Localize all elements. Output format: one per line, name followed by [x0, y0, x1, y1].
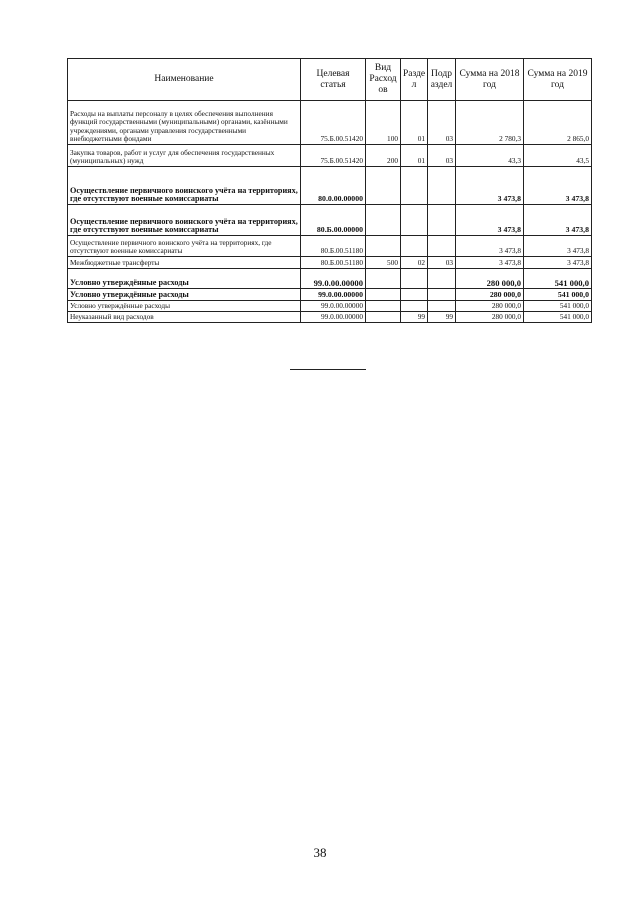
row-sum-2018: 43,3 [456, 145, 524, 167]
table-row [68, 236, 592, 257]
row-sum-2018: 3 473,8 [456, 167, 524, 205]
row-name: Условно утверждённые расходы [68, 301, 301, 312]
row-section [401, 205, 428, 236]
header-sum-2018: Сумма на 2018 год [456, 59, 524, 101]
table-row [68, 289, 592, 301]
row-sum-2018: 2 780,3 [456, 101, 524, 145]
row-sum-2018: 280 000,0 [456, 312, 524, 323]
row-name: Условно утверждённые расходы [68, 289, 301, 301]
row-code: 80.0.00.00000 [301, 167, 366, 205]
row-name: Межбюджетные трансферты [68, 257, 301, 269]
row-kind [366, 269, 401, 289]
table-row [68, 312, 592, 323]
row-sum-2018: 280 000,0 [456, 289, 524, 301]
row-sum-2018: 280 000,0 [456, 269, 524, 289]
row-sum-2018: 3 473,8 [456, 257, 524, 269]
row-kind [366, 167, 401, 205]
row-code: 99.0.00.00000 [301, 269, 366, 289]
row-name: Осуществление первичного воинского учёта на территориях, где отсутствуют военные комиссариаты [68, 236, 301, 257]
header-sum-2019: Сумма на 2019 год [524, 59, 592, 101]
row-kind [366, 312, 401, 323]
header-target-article: Целевая статья [301, 59, 366, 101]
table-row [68, 101, 592, 145]
row-subsection: 03 [428, 145, 456, 167]
row-section [401, 289, 428, 301]
row-subsection [428, 289, 456, 301]
row-name: Неуказанный вид расходов [68, 312, 301, 323]
row-subsection [428, 269, 456, 289]
table-row [68, 167, 592, 205]
row-sum-2019: 43,5 [524, 145, 592, 167]
row-sum-2019: 3 473,8 [524, 205, 592, 236]
row-code: 80.Б.00.51180 [301, 236, 366, 257]
row-code: 99.0.00.00000 [301, 289, 366, 301]
header-section: Разде л [401, 59, 428, 101]
row-code: 80.Б.00.51180 [301, 257, 366, 269]
row-name: Условно утверждённые расходы [68, 269, 301, 289]
header-subsection: Подр аздел [428, 59, 456, 101]
row-code: 99.0.00.00000 [301, 312, 366, 323]
row-sum-2019: 541 000,0 [524, 289, 592, 301]
row-subsection: 03 [428, 101, 456, 145]
row-sum-2019: 3 473,8 [524, 257, 592, 269]
table-row [68, 145, 592, 167]
table-row [68, 257, 592, 269]
page-number: 38 [313, 845, 327, 860]
header-name: Наименование [68, 59, 301, 101]
row-section: 02 [401, 257, 428, 269]
row-name: Осуществление первичного воинского учёта на территориях, где отсутствуют военные комиссариаты [68, 205, 301, 236]
row-sum-2019: 541 000,0 [524, 269, 592, 289]
row-subsection: 03 [428, 257, 456, 269]
row-code: 75.Б.00.51420 [301, 145, 366, 167]
row-kind [366, 301, 401, 312]
row-name: Осуществление первичного воинского учёта на территориях, где отсутствуют военные комиссариаты [68, 167, 301, 205]
row-sum-2019: 3 473,8 [524, 236, 592, 257]
row-section [401, 301, 428, 312]
row-sum-2019: 2 865,0 [524, 101, 592, 145]
row-sum-2019: 3 473,8 [524, 167, 592, 205]
row-subsection [428, 301, 456, 312]
row-kind: 200 [366, 145, 401, 167]
row-section: 99 [401, 312, 428, 323]
row-code: 80.Б.00.00000 [301, 205, 366, 236]
header-expense-kind: Вид Расход ов [366, 59, 401, 101]
row-sum-2019: 541 000,0 [524, 312, 592, 323]
row-kind [366, 289, 401, 301]
row-sum-2018: 3 473,8 [456, 236, 524, 257]
row-subsection [428, 167, 456, 205]
row-name: Расходы на выплаты персоналу в целях обеспечения выполнения функций государственными (муниципальными) органами, казёнными учреждениями, органами управления государственными внебюджетными фондами [68, 101, 301, 145]
row-subsection [428, 205, 456, 236]
row-section: 01 [401, 101, 428, 145]
table-header-row [68, 59, 592, 101]
row-code: 75.Б.00.51420 [301, 101, 366, 145]
table-row [68, 301, 592, 312]
separator-line [290, 369, 366, 370]
row-kind [366, 205, 401, 236]
table-row [68, 269, 592, 289]
budget-table [67, 58, 592, 323]
row-kind: 100 [366, 101, 401, 145]
row-subsection [428, 236, 456, 257]
row-section: 01 [401, 145, 428, 167]
row-code: 99.0.00.00000 [301, 301, 366, 312]
row-kind: 500 [366, 257, 401, 269]
row-name: Закупка товаров, работ и услуг для обеспечения государственных (муниципальных) нужд [68, 145, 301, 167]
row-section [401, 167, 428, 205]
row-sum-2018: 280 000,0 [456, 301, 524, 312]
table-row [68, 205, 592, 236]
row-sum-2019: 541 000,0 [524, 301, 592, 312]
row-subsection: 99 [428, 312, 456, 323]
row-kind [366, 236, 401, 257]
row-section [401, 269, 428, 289]
row-sum-2018: 3 473,8 [456, 205, 524, 236]
row-section [401, 236, 428, 257]
